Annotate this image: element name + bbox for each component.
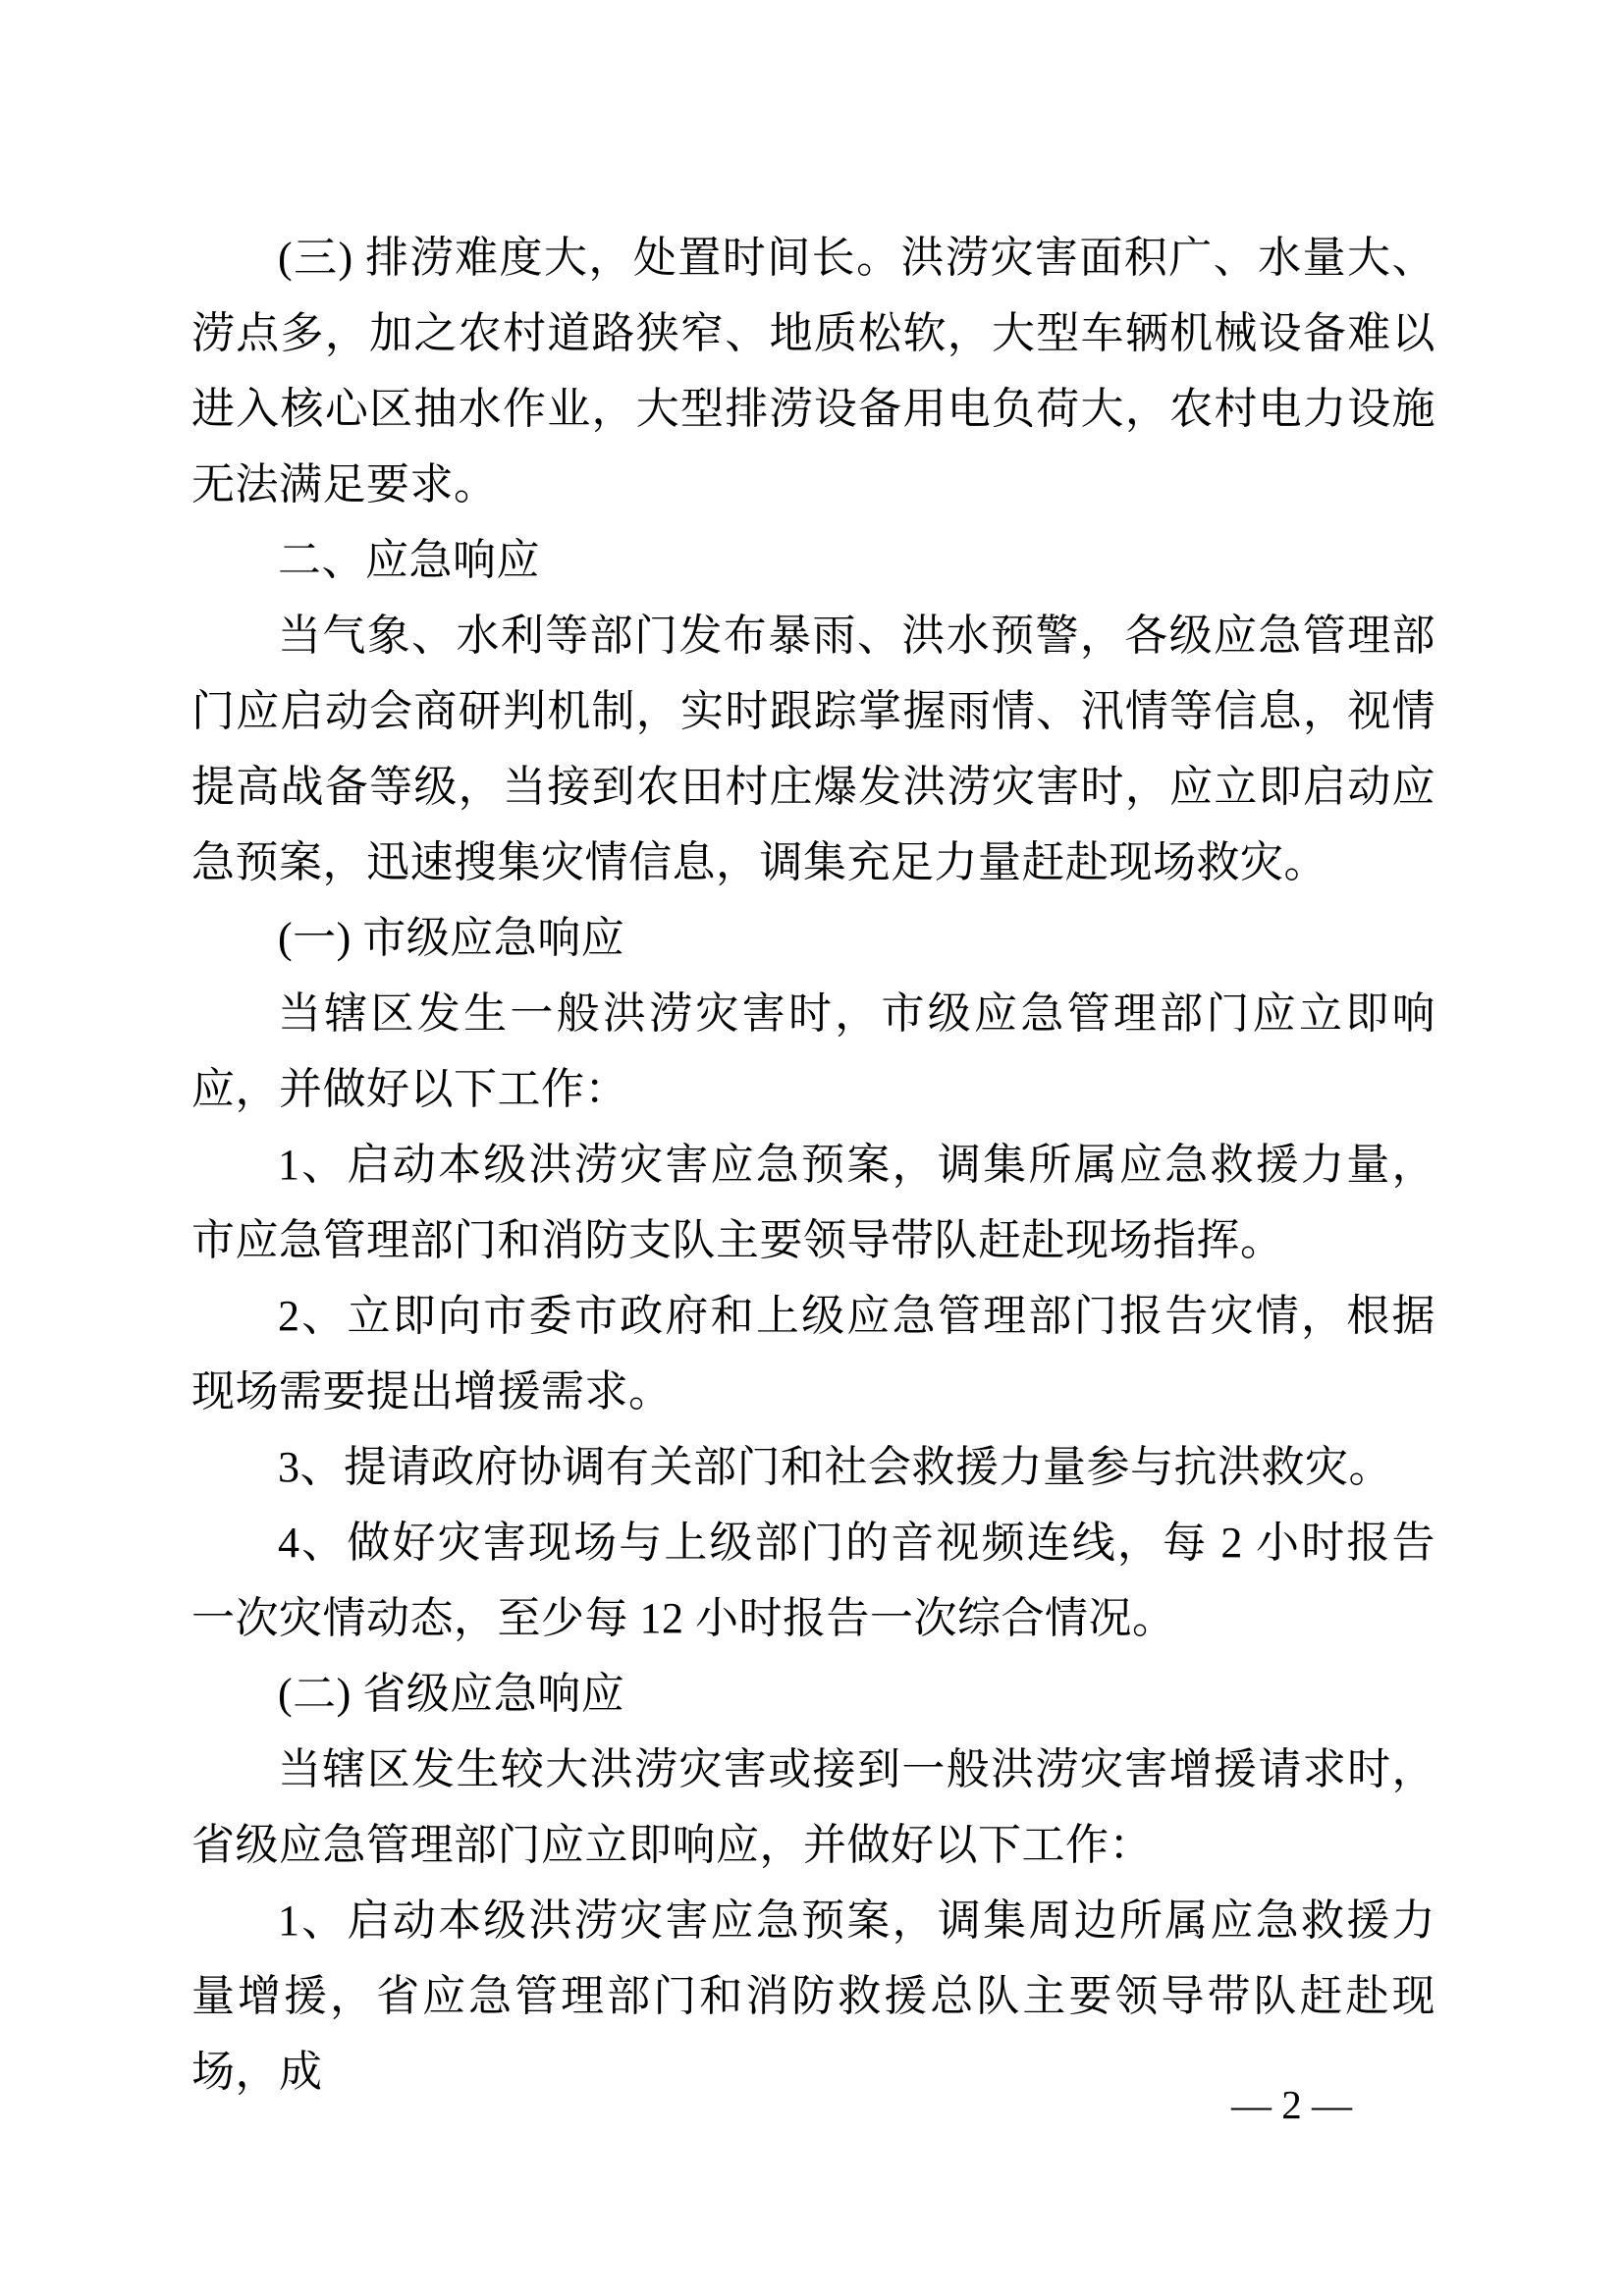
para-city-item-1: 1、启动本级洪涝灾害应急预案，调集所属应急救援力量，市应急管理部门和消防支队主要领导带队赶赴现场指挥。 <box>191 1141 1435 1264</box>
document-body <box>191 220 1435 2109</box>
para-city-item-2: 2、立即向市委市政府和上级应急管理部门报告灾情，根据现场需要提出增援需求。 <box>191 1292 1435 1415</box>
para-drainage-difficulty: (三) 排涝难度大，处置时间长。洪涝灾害面积广、水量大、涝点多，加之农村道路狭窄、地质松软，大型车辆机械设备难以进入核心区抽水作业，大型排涝设备用电负荷大，农村电力设施无法满足要求。 <box>191 234 1435 508</box>
heading-emergency-response: 二、应急响应 <box>278 536 540 584</box>
para-city-response-intro: 当辖区发生一般洪涝灾害时，市级应急管理部门应立即响应，并做好以下工作： <box>191 989 1435 1113</box>
heading-province-level-response: (二) 省级应急响应 <box>278 1670 625 1718</box>
para-province-item-1: 1、启动本级洪涝灾害应急预案，调集周边所属应急救援力量增援，省应急管理部门和消防救援总队主要领导带队赶赴现场，成 <box>191 1896 1435 2096</box>
para-city-item-3: 3、提请政府协调有关部门和社会救援力量参与抗洪救灾。 <box>278 1443 1392 1491</box>
heading-city-level-response: (一) 市级应急响应 <box>278 914 625 962</box>
para-early-warning-response: 当气象、水利等部门发布暴雨、洪水预警，各级应急管理部门应启动会商研判机制，实时跟踪掌握雨情、汛情等信息，视情提高战备等级，当接到农田村庄爆发洪涝灾害时，应立即启动应急预案，迅速搜集灾情信息，调集充足力量赶赴现场救灾。 <box>191 612 1435 886</box>
para-city-item-4: 4、做好灾害现场与上级部门的音视频连线，每 2 小时报告一次灾情动态，至少每 12 小时报告一次综合情况。 <box>191 1519 1435 1642</box>
page-number: — 2 — <box>1231 2082 1352 2127</box>
para-province-response-intro: 当辖区发生较大洪涝灾害或接到一般洪涝灾害增援请求时，省级应急管理部门应立即响应，并做好以下工作： <box>191 1745 1435 1869</box>
